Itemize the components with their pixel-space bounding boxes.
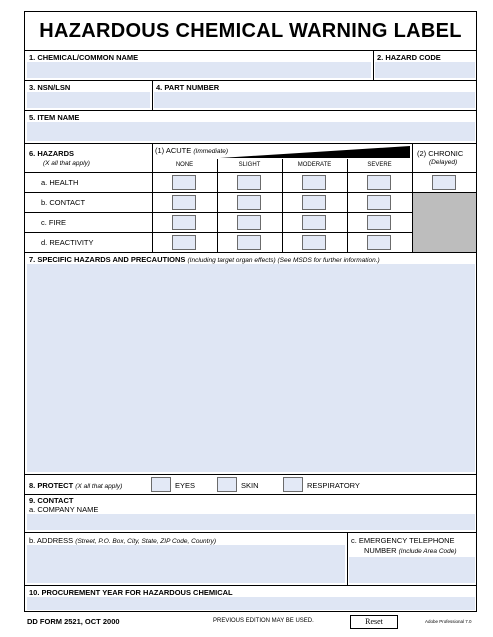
fire-none-checkbox[interactable]: [172, 215, 196, 230]
row-health-label: a. HEALTH: [41, 178, 79, 187]
divider: [25, 474, 476, 475]
table-divider: [217, 159, 218, 252]
protect-skin-label: SKIN: [241, 481, 259, 490]
divider: [25, 252, 476, 253]
hazard-code-field[interactable]: [375, 62, 475, 78]
health-severe-checkbox[interactable]: [367, 175, 391, 190]
severity-wedge: [220, 145, 412, 159]
chemical-name-field[interactable]: [27, 62, 371, 78]
column-severe: SEVERE: [367, 162, 392, 168]
protect-title: 8. PROTECT: [29, 481, 74, 490]
protect-skin-checkbox[interactable]: [217, 477, 237, 492]
column-slight: SLIGHT: [238, 162, 261, 168]
acute-note: (Immediate): [193, 148, 229, 155]
software-version: Adobe Professional 7.0: [425, 619, 472, 624]
row-reactivity-label: d. REACTIVITY: [41, 238, 94, 247]
hazard-code-label: 2. HAZARD CODE: [377, 53, 441, 62]
reactivity-slight-checkbox[interactable]: [237, 235, 261, 250]
health-slight-checkbox[interactable]: [237, 175, 261, 190]
specific-hazards-label: [29, 255, 380, 264]
table-divider: [282, 159, 283, 252]
table-divider: [25, 192, 476, 193]
hazards-label: 6. HAZARDS: [29, 149, 75, 158]
divider: [347, 532, 348, 585]
contact-slight-checkbox[interactable]: [237, 195, 261, 210]
chronic-label: (2) CHRONIC: [417, 149, 464, 158]
divider: [25, 532, 476, 533]
contact-label: 9. CONTACT: [29, 496, 74, 505]
divider: [25, 143, 476, 144]
divider: [25, 110, 476, 111]
chronic-disabled-area: [413, 193, 477, 252]
divider: [25, 50, 476, 51]
part-number-field[interactable]: [154, 92, 475, 108]
emergency-phone-label: c. EMERGENCY TELEPHONE: [351, 536, 455, 545]
chronic-note: (Delayed): [429, 159, 458, 166]
table-divider: [25, 232, 476, 233]
table-divider: [152, 143, 153, 252]
acute-heading: [155, 146, 228, 155]
row-fire-label: c. FIRE: [41, 218, 67, 227]
specific-hazards-title: 7. SPECIFIC HAZARDS AND PRECAUTIONS: [29, 255, 186, 264]
address-label: [29, 536, 216, 545]
column-none: NONE: [175, 162, 194, 168]
contact-moderate-checkbox[interactable]: [302, 195, 326, 210]
emergency-phone-label-2: [364, 546, 457, 555]
health-moderate-checkbox[interactable]: [302, 175, 326, 190]
reactivity-none-checkbox[interactable]: [172, 235, 196, 250]
protect-eyes-label: EYES: [175, 481, 196, 490]
fire-slight-checkbox[interactable]: [237, 215, 261, 230]
procurement-year-label: 10. PROCUREMENT YEAR FOR HAZARDOUS CHEMICAL: [29, 588, 233, 597]
divider: [152, 80, 153, 110]
reactivity-severe-checkbox[interactable]: [367, 235, 391, 250]
reactivity-moderate-checkbox[interactable]: [302, 235, 326, 250]
company-name-label: a. COMPANY NAME: [29, 505, 99, 514]
address-field[interactable]: [27, 545, 345, 583]
health-none-checkbox[interactable]: [172, 175, 196, 190]
form-id: DD FORM 2521, OCT 2000: [27, 617, 120, 626]
protect-label: [29, 481, 122, 490]
emergency-phone-field[interactable]: [349, 557, 475, 583]
hazards-note: (X all that apply): [43, 160, 90, 167]
nsn-lsn-label: 3. NSN/LSN: [29, 83, 71, 92]
specific-hazards-field[interactable]: [27, 264, 475, 472]
reset-button[interactable]: Reset: [350, 615, 398, 629]
protect-eyes-checkbox[interactable]: [151, 477, 171, 492]
protect-note: (X all that apply): [75, 483, 123, 490]
item-name-field[interactable]: [27, 122, 475, 141]
specific-hazards-note: (Including target organ effects) (See MSDS for further information.): [187, 257, 380, 264]
procurement-year-field[interactable]: [27, 597, 475, 610]
protect-respiratory-checkbox[interactable]: [283, 477, 303, 492]
address-note: (Street, P.O. Box, City, State, ZIP Code, Country): [75, 538, 217, 545]
divider: [25, 80, 476, 81]
table-divider: [347, 159, 348, 252]
protect-respiratory-label: RESPIRATORY: [307, 481, 360, 490]
emergency-phone-note: (Include Area Code): [398, 548, 457, 555]
column-moderate: MODERATE: [297, 162, 332, 168]
acute-label: (1) ACUTE: [155, 146, 192, 155]
divider: [373, 50, 374, 80]
nsn-lsn-field[interactable]: [27, 92, 150, 108]
divider: [25, 585, 476, 586]
company-name-field[interactable]: [27, 514, 475, 530]
row-contact-label: b. CONTACT: [41, 198, 86, 207]
warning-label-form: [24, 11, 477, 612]
form-title: HAZARDOUS CHEMICAL WARNING LABEL: [39, 20, 462, 42]
fire-severe-checkbox[interactable]: [367, 215, 391, 230]
table-divider: [25, 212, 476, 213]
item-name-label: 5. ITEM NAME: [29, 113, 80, 122]
health-chronic-checkbox[interactable]: [432, 175, 456, 190]
address-title: b. ADDRESS: [29, 536, 74, 545]
chemical-name-label: 1. CHEMICAL/COMMON NAME: [29, 53, 139, 62]
divider: [25, 494, 476, 495]
emergency-phone-number-word: NUMBER: [364, 546, 397, 555]
contact-none-checkbox[interactable]: [172, 195, 196, 210]
table-divider: [25, 172, 476, 173]
part-number-label: 4. PART NUMBER: [156, 83, 220, 92]
edition-note: PREVIOUS EDITION MAY BE USED.: [213, 618, 314, 624]
fire-moderate-checkbox[interactable]: [302, 215, 326, 230]
contact-severe-checkbox[interactable]: [367, 195, 391, 210]
